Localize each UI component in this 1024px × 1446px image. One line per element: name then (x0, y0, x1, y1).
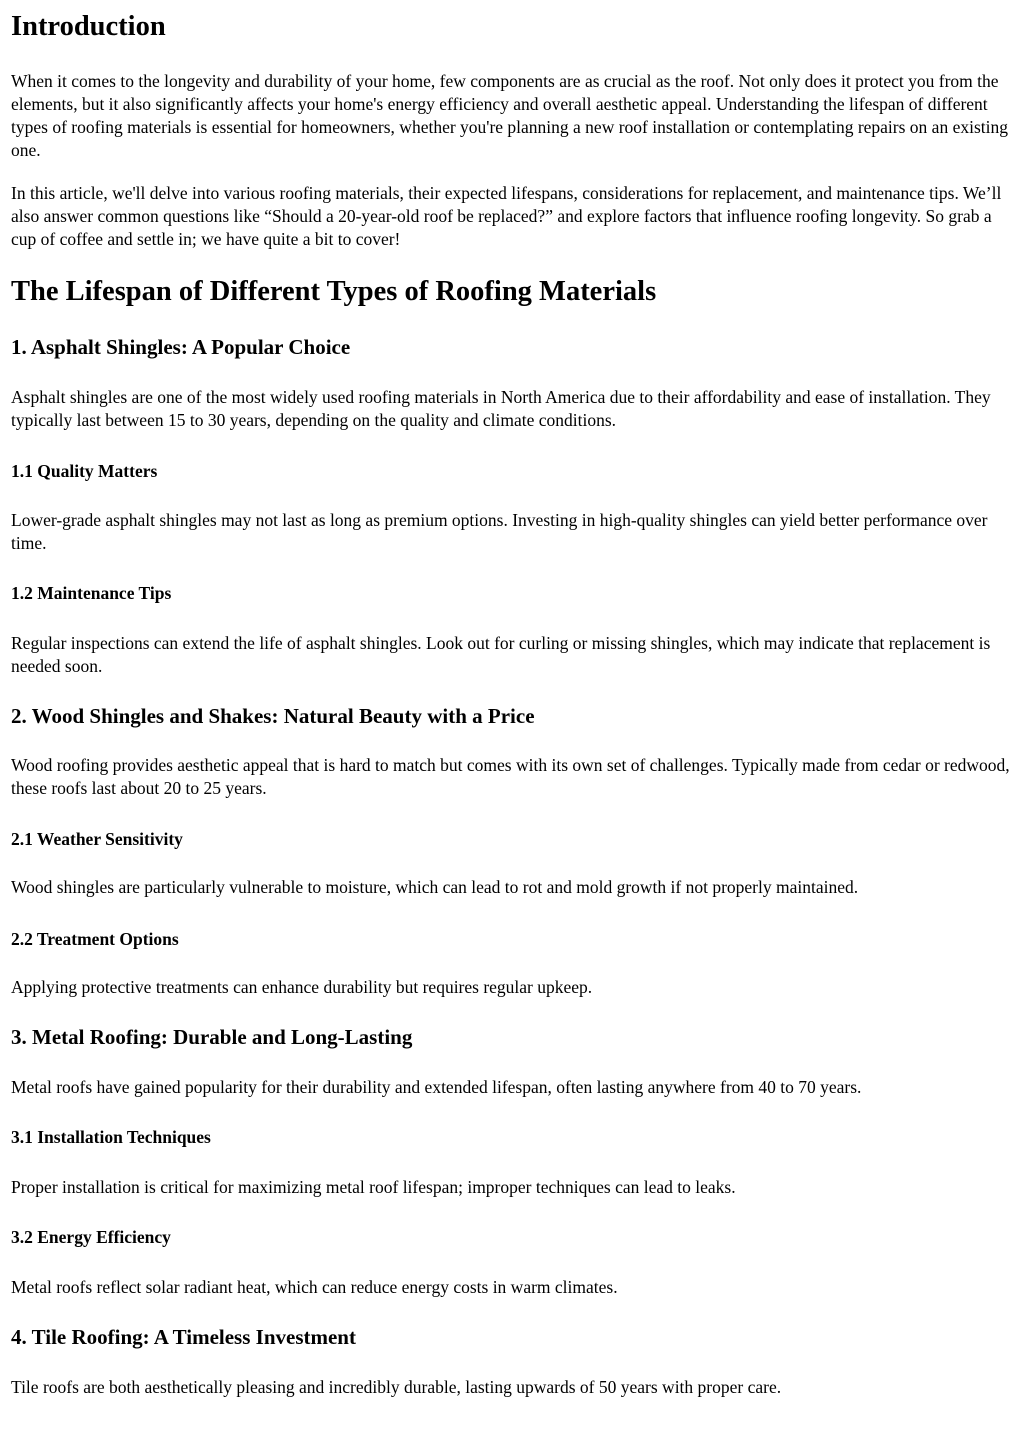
section-heading-tile: 4. Tile Roofing: A Timeless Investment (11, 1324, 356, 1349)
section-heading-asphalt: 1. Asphalt Shingles: A Popular Choice (11, 334, 351, 359)
subsection-heading-installation: 3.1 Installation Techniques (11, 1127, 211, 1148)
subsection-heading-energy: 3.2 Energy Efficiency (11, 1226, 171, 1247)
subsection-heading-quality: 1.1 Quality Matters (11, 460, 158, 481)
intro-heading: Introduction (11, 11, 166, 42)
section-paragraph: Asphalt shingles are one of the most widely used roofing materials in North America due to their affordability and ease of installation. They typically last between 15 to 30 years, depending on the quality and climate conditions. (11, 386, 991, 430)
subsection-heading-maintenance: 1.2 Maintenance Tips (11, 582, 172, 603)
subsection-paragraph: Wood shingles are particularly vulnerable to moisture, which can lead to rot and mold growth if not properly maintained. (11, 877, 859, 898)
section-paragraph: Metal roofs have gained popularity for their durability and extended lifespan, often lasting anywhere from 40 to 70 years. (11, 1077, 862, 1098)
intro-paragraph: When it comes to the longevity and durability of your home, few components are as crucial as the roof. Not only does it protect you from the elements, but it also significantly affects your home's energy efficiency and overall aesthetic appeal. Understanding the lifespan of different types of roofing materials is essential for homeowners, whether you're planning a new roof installation or contemplating repairs on an existing one. (11, 70, 1008, 160)
subsection-paragraph: Applying protective treatments can enhance durability but requires regular upkeep. (11, 977, 593, 998)
subsection-paragraph: Metal roofs reflect solar radiant heat, which can reduce energy costs in warm climates. (11, 1276, 618, 1297)
intro-paragraph: In this article, we'll delve into various roofing materials, their expected lifespans, considerations for replacement, and maintenance tips. We’ll also answer common questions like “Should a 20-year-old roof be replaced?” and explore factors that influence roofing longevity. So grab a cup of coffee and settle in; we have quite a bit to cover! (11, 182, 1002, 249)
subsection-heading-weather: 2.1 Weather Sensitivity (11, 829, 183, 850)
subsection-paragraph: Proper installation is critical for maximizing metal roof lifespan; improper techniques can lead to leaks. (11, 1176, 736, 1197)
section-heading-wood: 2. Wood Shingles and Shakes: Natural Beauty with a Price (11, 703, 535, 728)
subsection-heading-treatment: 2.2 Treatment Options (11, 929, 179, 950)
subsection-paragraph: Regular inspections can extend the life of asphalt shingles. Look out for curling or missing shingles, which may indicate that replacement is needed soon. (11, 632, 991, 676)
lifespan-heading: The Lifespan of Different Types of Roofing Materials (11, 275, 657, 307)
section-paragraph: Wood roofing provides aesthetic appeal that is hard to match but comes with its own set of challenges. Typically made from cedar or redwood, these roofs last about 20 to 25 years. (11, 755, 1010, 799)
subsection-paragraph: Lower-grade asphalt shingles may not last as long as premium options. Investing in high-quality shingles can yield better performance over time. (11, 509, 988, 553)
section-paragraph: Tile roofs are both aesthetically pleasing and incredibly durable, lasting upwards of 50 years with proper care. (11, 1376, 782, 1397)
section-heading-metal: 3. Metal Roofing: Durable and Long-Lasting (11, 1025, 413, 1050)
